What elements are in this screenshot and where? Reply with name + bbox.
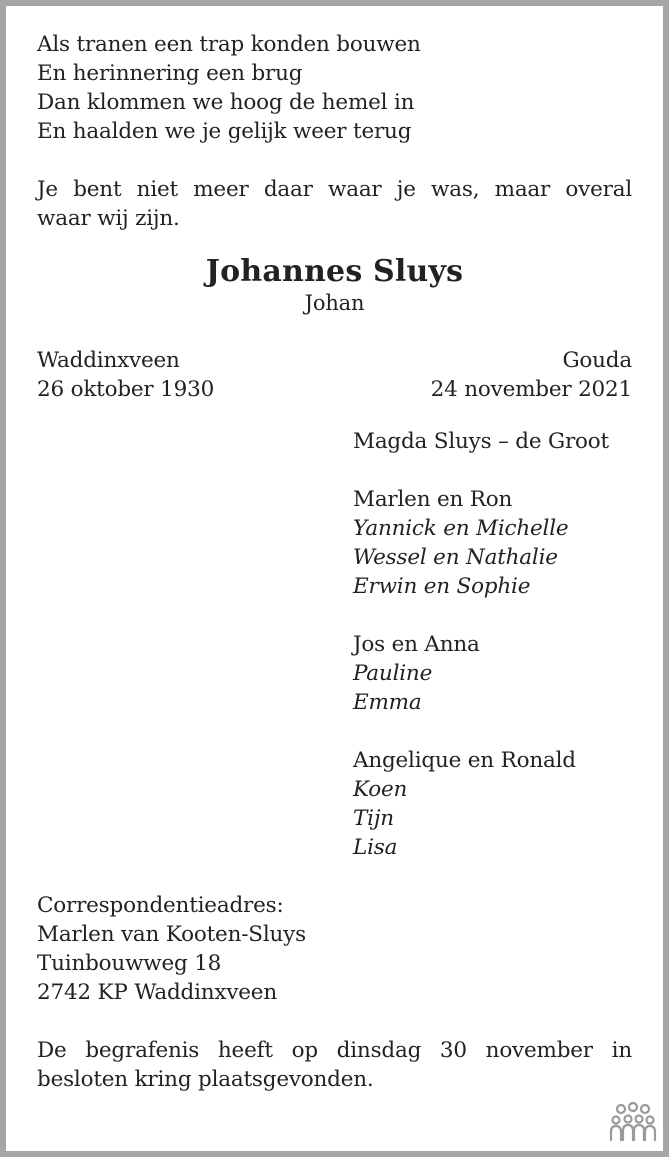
quote-line: Je bent niet meer daar waar je was, maar overal [37, 177, 632, 202]
birth-death-info [37, 346, 632, 404]
family-child: Wessel en Nathalie [353, 545, 558, 570]
funeral-line: besloten kring plaatsgevonden. [37, 1067, 374, 1092]
death-date: 24 november 2021 [430, 377, 632, 402]
poem-line: En herinnering een brug [37, 61, 303, 86]
quote [37, 175, 632, 233]
death-info [431, 346, 632, 404]
poem-line: En haalden we je gelijk weer terug [37, 119, 412, 144]
family-child: Emma [353, 690, 422, 715]
birth-place: Waddinxveen [37, 348, 180, 373]
family-child: Pauline [353, 661, 433, 686]
people-group-icon [608, 1102, 658, 1142]
family-list [353, 427, 632, 862]
family-child: Koen [353, 777, 408, 802]
address-street: Tuinbouwweg 18 [37, 951, 222, 976]
funeral-notice [37, 1036, 632, 1094]
address-name: Marlen van Kooten-Sluys [37, 922, 306, 947]
deceased-full-name: Johannes Sluys [205, 254, 464, 289]
birth-info [37, 346, 214, 404]
birth-date: 26 oktober 1930 [37, 377, 215, 402]
deceased-name-block [37, 254, 632, 316]
poem-line: Als tranen een trap konden bouwen [37, 32, 421, 57]
announcement-content [37, 30, 632, 1094]
family-parents: Angelique en Ronald [353, 748, 576, 773]
family-parents: Marlen en Ron [353, 487, 513, 512]
poem [37, 30, 632, 146]
correspondence-address [37, 891, 632, 1007]
deceased-nickname: Johan [304, 291, 365, 315]
death-place: Gouda [562, 348, 632, 373]
poem-line: Dan klommen we hoog de hemel in [37, 90, 415, 115]
family-parents: Jos en Anna [353, 632, 480, 657]
address-label: Correspondentieadres: [37, 893, 284, 918]
funeral-line: De begrafenis heeft op dinsdag 30 november in [37, 1038, 632, 1063]
family-child: Lisa [353, 835, 398, 860]
quote-line: waar wij zijn. [37, 206, 180, 231]
address-city: 2742 KP Waddinxveen [37, 980, 277, 1005]
family-child: Yannick en Michelle [353, 516, 569, 541]
spouse-name: Magda Sluys – de Groot [353, 429, 609, 454]
family-child: Erwin en Sophie [353, 574, 531, 599]
family-child: Tijn [353, 806, 394, 831]
